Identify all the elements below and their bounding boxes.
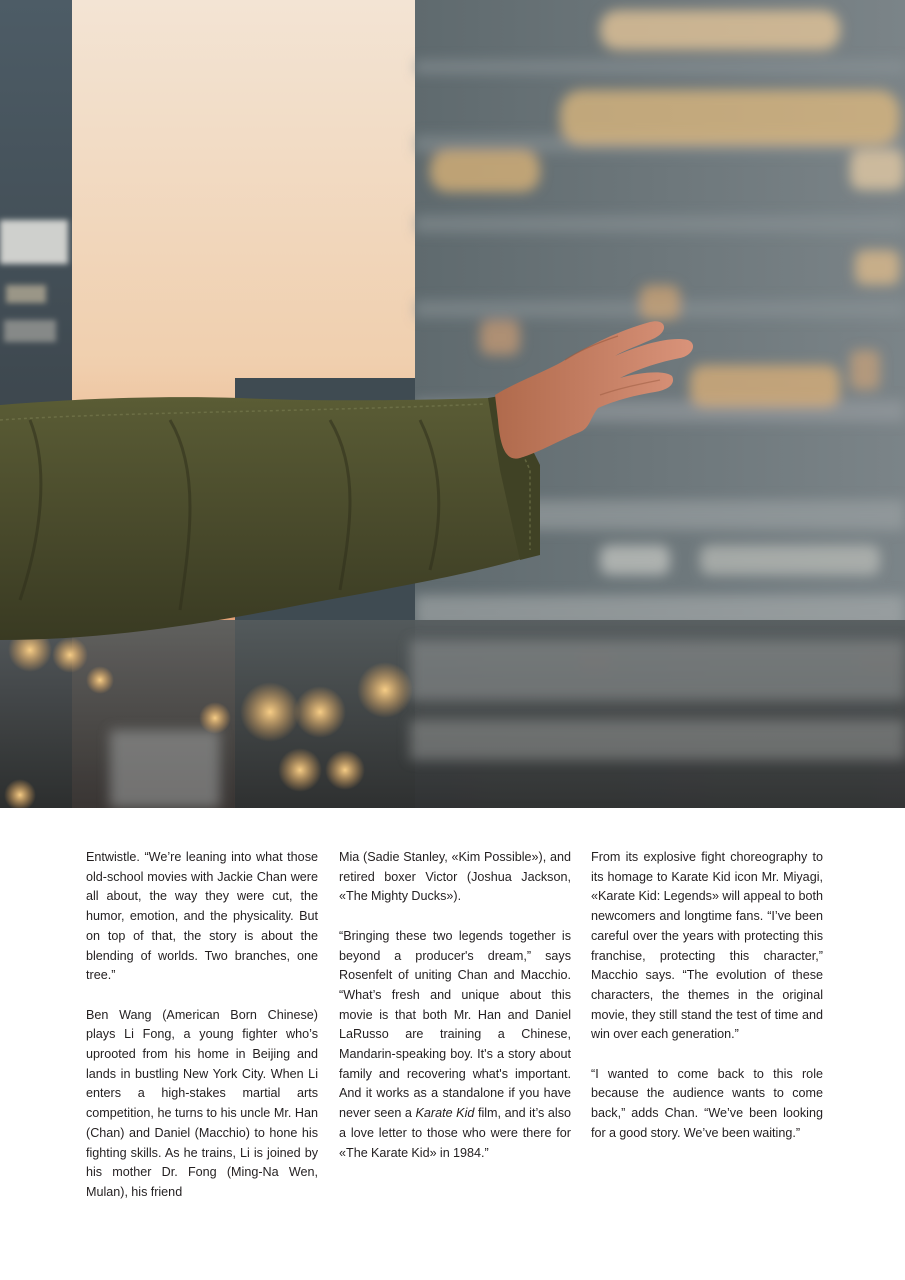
paragraph-with-film-title [339,927,571,1163]
paragraph: Ben Wang (American Born Chinese) plays Li Fong, a young fighter who’s uprooted from his home in Beijing and lands in bustling New York City. When Li enters a high-stakes martial arts competition, he turns to his uncle Mr. Han (Chan) and Daniel (Macchio) to hone his fighting skills. As he trains, Li is joined by his mother Dr. Fong (Ming-Na Wen, Mulan), his friend [86,1007,318,1199]
paragraph: From its explosive fight choreography to its homage to Karate Kid icon Mr. Miyagi, «Karate Kid: Legends» will appeal to both newcomers and longtime fans. “I’ve been careful over the years with protecting this franchise, protecting this character,” Macchio says. “The evolution of these characters, the themes in the original movie, they still stand the test of time and win over each generation.” [591,850,823,1042]
paragraph-tail: film, and it’s also a love letter to those who were there for «The Karate Kid» in 1984.” [339,1106,572,1160]
paragraph: Mia (Sadie Stanley, «Kim Possible»), and retired boxer Victor (Joshua Jackson, «The Mighty Ducks»). [339,850,571,904]
paragraph: “I wanted to come back to this role because the audience wants to come back,” adds Chan. “We’ve been looking for a good story. We’ve been waiting.” [591,1066,823,1140]
article-body [0,848,905,1248]
article-column-3 [591,848,823,1163]
article-column-1 [86,848,318,1222]
article-column-2 [339,848,571,1183]
paragraph: Entwistle. “We’re leaning into what those old-school movies with Jackie Chan were all about, the way they were cut, the humor, emotion, and the physicality. But on top of that, the story is about the blending of worlds. Two branches, one tree.” [86,850,318,983]
paragraph-text: “Bringing these two legends together is beyond a producer's dream,” says Rosenfelt of uniting Chan and Macchio. “What’s fresh and unique about this movie is that both Mr. Han and Daniel LaRusso are training a Chinese, Mandarin-speaking boy. It's a story about family and recovering what's important. And it works as a standalone if you have never seen a [339,928,571,1121]
film-title: Karate Kid [415,1106,475,1121]
